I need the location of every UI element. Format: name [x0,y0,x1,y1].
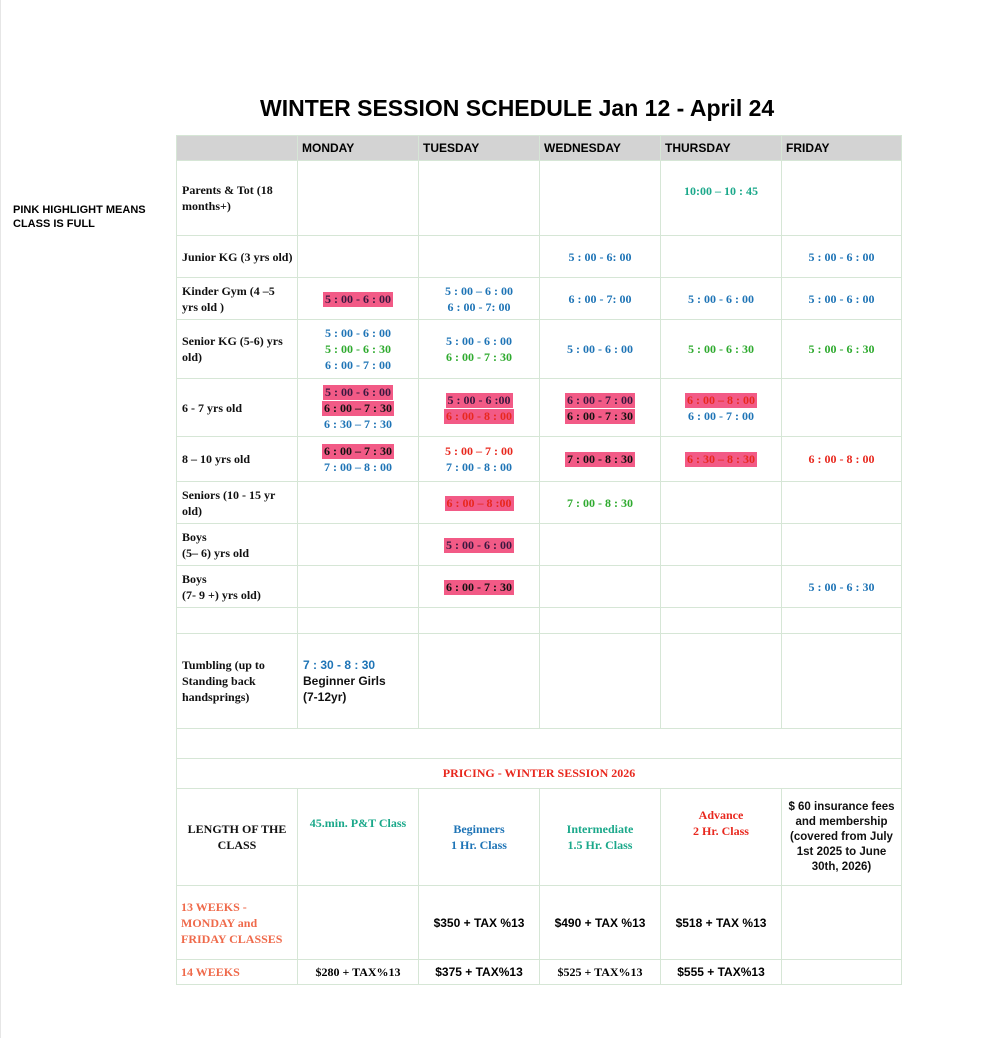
time-slot: 5 : 00 - 6 : 00 [688,291,754,306]
class-label: Seniors (10 - 15 yr old) [177,482,298,524]
row-spacer [177,729,902,759]
time-slot-full: 5 : 00 - 6 :00 [447,392,511,407]
time-slot: 6 : 00 - 7: 00 [568,291,632,306]
time-slot-full: 6 : 00 - 7 : 30 [567,408,633,423]
class-description: Beginner Girls [303,674,386,688]
time-slot: 6 : 00 - 7: 00 [447,299,511,314]
time-slot: 6 : 00 - 8 : 00 [808,452,875,466]
row-6-7-yrs [177,379,902,437]
pricing-title-row [177,759,902,789]
time-slot-full: 6 : 00 – 8 : 00 [687,392,755,407]
time-slot: 6 : 00 - 7 : 00 [325,358,391,372]
row-seniors [177,482,902,524]
time-slot: 5 : 00 – 6 : 00 [445,283,513,298]
time-slot: 5 : 00 - 6 : 00 [325,326,391,340]
time-slot: 6 : 00 - 7 : 00 [688,408,754,423]
time-slot: 5 : 00 - 6 : 00 [808,249,875,264]
length-label: 14 WEEKS [177,960,298,985]
time-slot: 6 : 30 – 7 : 30 [324,416,392,431]
class-description: (7-12yr) [303,690,347,704]
schedule-table [176,135,902,985]
length-label: 13 WEEKS - MONDAY and FRIDAY CLASSES [177,886,298,960]
time-slot-full: 7 : 00 - 8 : 30 [567,452,633,466]
pricing-row-13-weeks [177,886,902,960]
price-beginners: $375 + TAX%13 [419,960,540,985]
time-slot: 5 : 00 - 6 : 00 [567,342,633,356]
time-slot: 10:00 – 10 : 45 [684,184,758,198]
page-title: WINTER SESSION SCHEDULE Jan 12 - April 24 [260,95,775,121]
page-edge [0,0,1,1038]
pt-class-header: 45.min. P&T Class [298,789,419,886]
time-slot: 7 : 00 - 8 : 00 [446,460,512,474]
pricing-row-14-weeks [177,960,902,985]
time-slot-full: 6 : 00 – 7 : 30 [324,400,392,415]
header-wednesday: WEDNESDAY [540,136,661,161]
header-tuesday: TUESDAY [419,136,540,161]
row-boys-7-9 [177,566,902,608]
time-slot: 7 : 00 – 8 : 00 [324,460,392,474]
legend-note: PINK HIGHLIGHT MEANS CLASS IS FULL [13,204,146,230]
price-beginners: $350 + TAX %13 [419,886,540,960]
row-senior-kg [177,320,902,379]
class-label: Boys (7- 9 +) yrs old) [177,566,298,608]
header-monday: MONDAY [298,136,419,161]
pricing-title: PRICING - WINTER SESSION 2026 [177,759,902,789]
time-slot-full: 5 : 00 - 6 : 00 [325,291,391,306]
class-label: Parents & Tot (18 months+) [177,161,298,236]
insurance-header: $ 60 insurance fees and membership (covered from July 1st 2025 to June 30th, 2026) [782,789,902,886]
time-slot: 5 : 00 – 7 : 00 [445,444,513,458]
time-slot: 5 : 00 - 6 : 30 [325,342,391,356]
time-slot-full: 6 : 30 – 8 : 30 [687,452,755,466]
day-header-row [177,136,902,161]
time-slot: 5 : 00 - 6 : 30 [808,342,875,356]
row-8-10-yrs [177,437,902,482]
time-slot-full: 6 : 00 - 7 : 00 [567,392,633,407]
header-friday: FRIDAY [782,136,902,161]
class-label: Junior KG (3 yrs old) [177,236,298,278]
time-slot: 5 : 00 - 6 : 30 [808,579,875,594]
price-advance: $518 + TAX %13 [661,886,782,960]
pricing-header-row [177,789,902,886]
class-label: Tumbling (up to Standing back handsprings) [177,634,298,729]
time-slot-full: 6 : 00 – 8 :00 [446,495,512,510]
time-slot: 7 : 30 - 8 : 30 [303,658,376,672]
row-parents-tot [177,161,902,236]
time-slot-full: 5 : 00 - 6 : 00 [325,384,391,399]
time-slot: 5 : 00 - 6 : 00 [808,291,875,306]
class-label: 8 – 10 yrs old [177,437,298,482]
class-label: Senior KG (5-6) yrs old) [177,320,298,379]
price-intermediate: $525 + TAX%13 [540,960,661,985]
class-label: 6 - 7 yrs old [177,379,298,437]
time-slot: 5 : 00 - 6 : 00 [446,334,512,348]
row-kinder-gym [177,278,902,320]
row-tumbling [177,634,902,729]
time-slot-full: 6 : 00 - 7 : 30 [446,579,512,594]
length-header: LENGTH OF THE CLASS [177,789,298,886]
time-slot-full: 5 : 00 - 6 : 00 [446,537,512,552]
row-boys-5-6 [177,524,902,566]
time-slot-full: 6 : 00 - 8 : 00 [446,408,512,423]
price-intermediate: $490 + TAX %13 [540,886,661,960]
row-spacer [177,608,902,634]
advance-header: Advance 2 Hr. Class [661,789,782,886]
class-label: Kinder Gym (4 –5 yrs old ) [177,278,298,320]
price-pt: $280 + TAX%13 [298,960,419,985]
price-advance: $555 + TAX%13 [661,960,782,985]
class-label: Boys (5– 6) yrs old [177,524,298,566]
time-slot: 5 : 00 - 6: 00 [568,249,632,264]
beginners-header: Beginners 1 Hr. Class [419,789,540,886]
header-blank [177,136,298,161]
time-slot: 6 : 00 - 7 : 30 [446,350,512,364]
row-junior-kg [177,236,902,278]
intermediate-header: Intermediate 1.5 Hr. Class [540,789,661,886]
time-slot-full: 6 : 00 – 7 : 30 [324,444,392,458]
header-thursday: THURSDAY [661,136,782,161]
time-slot: 5 : 00 - 6 : 30 [688,342,754,356]
time-slot: 7 : 00 - 8 : 30 [567,495,633,510]
